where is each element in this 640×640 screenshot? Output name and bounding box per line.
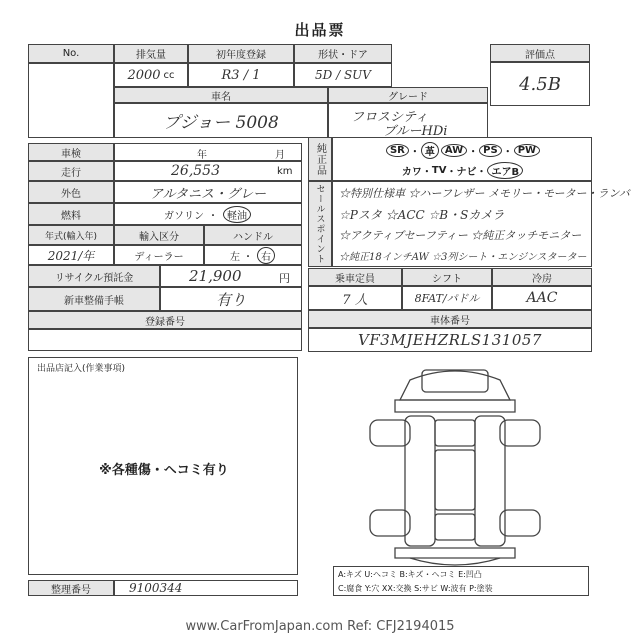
remarks-text: ※各種傷・ヘコミ有り (99, 462, 229, 478)
capacity-label: 乗車定員 (308, 268, 402, 286)
mileage-value: 26,553 (171, 163, 220, 179)
inspection-year-unit: 年 (197, 150, 207, 161)
manual-cell (160, 287, 302, 311)
handle-cell (204, 245, 302, 265)
handle-left: 左 (230, 251, 240, 263)
ac-cell (492, 286, 592, 310)
mileage-label: 走行 (28, 161, 114, 181)
chassis-label: 車体番号 (308, 310, 592, 328)
import-cell (114, 245, 204, 265)
reg-no-cell (28, 329, 302, 351)
car-name-label: 車名 (114, 87, 328, 103)
grade-label: グレード (328, 87, 488, 103)
engine-label: 排気量 (114, 44, 188, 63)
ref-value: 9100344 (129, 581, 183, 595)
model-year-label: 年式(輸入年) (28, 225, 114, 245)
equipment-label: 純正品 (314, 142, 326, 176)
color-cell (114, 181, 302, 203)
equipment-row2 (363, 161, 563, 179)
manual-label: 新車整備手帳 (28, 287, 160, 311)
model-year-cell (28, 245, 114, 265)
equipment-cell (332, 137, 592, 181)
equipment-row1 (363, 141, 563, 159)
sheet-title: 出品票 (294, 20, 346, 39)
equipment-dot: ・ (409, 146, 420, 158)
remarks-box (28, 357, 298, 575)
equipment-sr: SR (386, 144, 409, 157)
ac-label: 冷房 (492, 268, 592, 286)
inspection-month-unit: 月 (275, 150, 285, 161)
equipment-airbag: エアB (487, 162, 523, 179)
equipment-ps: PS (479, 144, 502, 157)
inspection-value-cell (114, 143, 302, 161)
shift-cell (402, 286, 492, 310)
legend-line1: A:キズ U:ヘコミ B:キズ・ヘコミ E:凹凸 (338, 570, 482, 579)
damage-legend (333, 566, 589, 596)
recycle-label: リサイクル預託金 (28, 265, 160, 287)
ref-label: 整理番号 (28, 580, 114, 596)
car-outline-sides (370, 416, 540, 546)
eval-value: 4.5B (519, 73, 561, 95)
import-value: ディーラー (134, 251, 184, 263)
engine-value-cell (114, 63, 188, 87)
car-outline-top (395, 370, 515, 412)
ac-value: AAC (526, 290, 558, 306)
sales-points-cell (332, 181, 630, 267)
shape-label: 形状・ドア (294, 44, 392, 63)
sales-points-label: セールスポイント (314, 184, 325, 264)
equipment-aw: AW (441, 144, 467, 157)
fuel-label: 燃料 (28, 203, 114, 225)
equipment-dot: ・ (446, 166, 457, 178)
model-year-value: 2021/年 (47, 248, 95, 263)
sales-point-line4: ☆純正18インチAW ☆3列シート・エンジンスターター (339, 252, 587, 263)
handle-label: ハンドル (204, 225, 302, 245)
ref-cell (114, 580, 298, 596)
fuel-gasoline: ガソリン (164, 210, 204, 222)
capacity-cell (308, 286, 402, 310)
first-reg-value-cell (188, 63, 294, 87)
equipment-dot: ・ (502, 146, 513, 158)
eval-label: 評価点 (490, 44, 590, 62)
grade-line1: フロスシティ (351, 110, 428, 125)
shape-value-cell (294, 63, 392, 87)
chassis-value: VF3MJEHZRLS131057 (358, 331, 542, 349)
reg-no-label: 登録番号 (28, 311, 302, 329)
equipment-dot: ・ (421, 166, 432, 178)
equipment-kawa: カワ (401, 166, 422, 178)
equipment-label-cell (308, 137, 332, 181)
sales-points-label-cell (308, 181, 332, 267)
equipment-navi: ナビ (456, 166, 477, 178)
shape-value: 5D / SUV (315, 68, 371, 82)
grade-cell (328, 103, 488, 138)
grade-line2: ブルーHDi (383, 124, 448, 139)
fuel-separator: ・ (208, 210, 218, 222)
car-outline-roof (435, 420, 475, 540)
color-value: アルタニス・グレー (150, 186, 266, 202)
capacity-value: 7 人 (342, 292, 368, 308)
handle-separator: ・ (243, 251, 253, 263)
fuel-diesel-circled: 軽油 (223, 206, 251, 223)
chassis-cell (308, 328, 592, 352)
car-damage-diagram (350, 360, 560, 570)
first-reg-value: R3 / 1 (221, 67, 261, 83)
car-outline-bottom (395, 548, 515, 565)
source-watermark: www.CarFromJapan.com Ref: CFJ2194015 (185, 618, 455, 634)
import-label: 輸入区分 (114, 225, 204, 245)
no-value-cell (28, 63, 114, 138)
remarks-label: 出品店記入(作業事項) (37, 364, 126, 374)
recycle-cell (160, 265, 302, 287)
mileage-cell (114, 161, 302, 181)
handle-right-circled: 右 (257, 247, 275, 264)
no-label: No. (28, 44, 114, 63)
equipment-pw: PW (514, 144, 540, 157)
first-reg-label: 初年度登録 (188, 44, 294, 63)
car-name-cell (114, 103, 328, 138)
manual-value: 有り (215, 290, 246, 309)
sales-point-line1: ☆特別仕様車 ☆ハーフレザー メモリー・モーター・ランバ (339, 187, 630, 200)
shift-label: シフト (402, 268, 492, 286)
legend-line2: C:腐食 Y:穴 XX:交換 S:サビ W:波有 P:塗装 (338, 584, 493, 593)
recycle-unit: 円 (279, 272, 290, 285)
sales-point-line2: ☆Pスタ ☆ACC ☆B・Sカメラ (339, 208, 505, 222)
shift-value: 8FAT/パドル (414, 292, 480, 305)
equipment-tv: TV (431, 164, 447, 176)
engine-value: 2000 (127, 67, 161, 83)
equipment-dot: ・ (476, 166, 487, 178)
inspection-label: 車検 (28, 143, 114, 161)
car-name-value: プジョー 5008 (163, 113, 279, 133)
eval-value-cell (490, 62, 590, 106)
mileage-unit: km (277, 166, 293, 177)
recycle-value: 21,900 (189, 267, 242, 285)
equipment-leather: 革 (421, 142, 439, 159)
sales-point-line3: ☆アクティブセーフティー ☆純正タッチモニター (339, 229, 582, 242)
equipment-dot: ・ (468, 146, 479, 158)
color-label: 外色 (28, 181, 114, 203)
fuel-cell (114, 203, 302, 225)
engine-unit: cc (163, 69, 175, 81)
